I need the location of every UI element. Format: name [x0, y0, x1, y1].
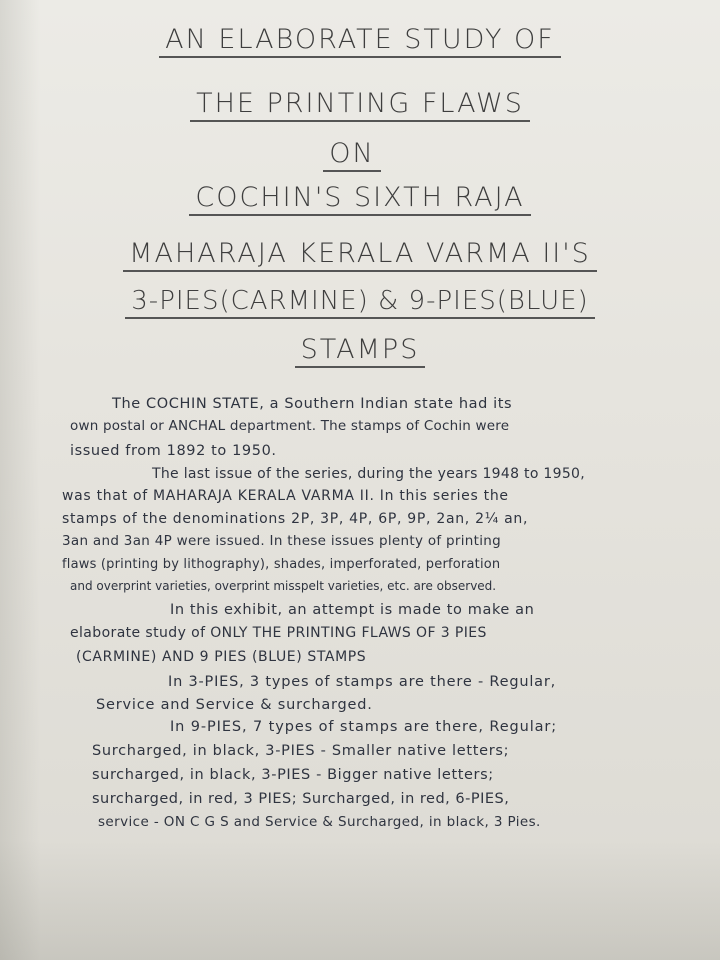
body-line-17: surcharged, in black, 3-PIES - Bigger native letters;	[92, 767, 494, 783]
title-line-7: STAMPS	[0, 336, 720, 368]
title-line-4: COCHIN'S SIXTH RAJA	[0, 184, 720, 216]
body-line-9: and overprint varieties, overprint misspelt varieties, etc. are observed.	[70, 579, 497, 593]
body-line-19: service - ON C G S and Service & Surcharged, in black, 3 Pies.	[98, 814, 541, 830]
title-line-6: 3-PIES(CARMINE) & 9-PIES(BLUE)	[0, 288, 720, 319]
title-line-2: THE PRINTING FLAWS	[0, 90, 720, 122]
body-line-13: In 3-PIES, 3 types of stamps are there - Regular,	[168, 674, 557, 690]
body-line-4: The last issue of the series, during the years 1948 to 1950,	[152, 466, 586, 482]
page-shadow-bottom	[0, 840, 720, 960]
body-line-10: In this exhibit, an attempt is made to make an	[170, 602, 535, 618]
body-line-8: flaws (printing by lithography), shades, imperforated, perforation	[62, 557, 501, 572]
title-line-5: MAHARAJA KERALA VARMA II'S	[0, 240, 720, 272]
body-line-2: own postal or ANCHAL department. The stamps of Cochin were	[70, 418, 510, 434]
body-line-1: The COCHIN STATE, a Southern Indian state had its	[112, 396, 513, 412]
body-line-18: surcharged, in red, 3 PIES; Surcharged, in red, 6-PIES,	[92, 791, 510, 807]
body-line-16: Surcharged, in black, 3-PIES - Smaller native letters;	[92, 743, 510, 759]
body-line-12: (CARMINE) AND 9 PIES (BLUE) STAMPS	[76, 649, 367, 665]
body-line-6: stamps of the denominations 2P, 3P, 4P, 6P, 9P, 2an, 2¼ an,	[62, 511, 529, 527]
body-line-14: Service and Service & surcharged.	[96, 697, 373, 713]
body-line-5: was that of MAHARAJA KERALA VARMA II. In this series the	[62, 488, 509, 504]
body-line-15: In 9-PIES, 7 types of stamps are there, Regular;	[170, 719, 558, 735]
title-line-1: AN ELABORATE STUDY OF	[0, 26, 720, 58]
body-line-3: issued from 1892 to 1950.	[70, 443, 277, 459]
title-line-3: ON	[0, 140, 712, 172]
body-line-11: elaborate study of ONLY THE PRINTING FLAWS OF 3 PIES	[70, 625, 487, 641]
body-line-7: 3an and 3an 4P were issued. In these issues plenty of printing	[62, 533, 502, 549]
